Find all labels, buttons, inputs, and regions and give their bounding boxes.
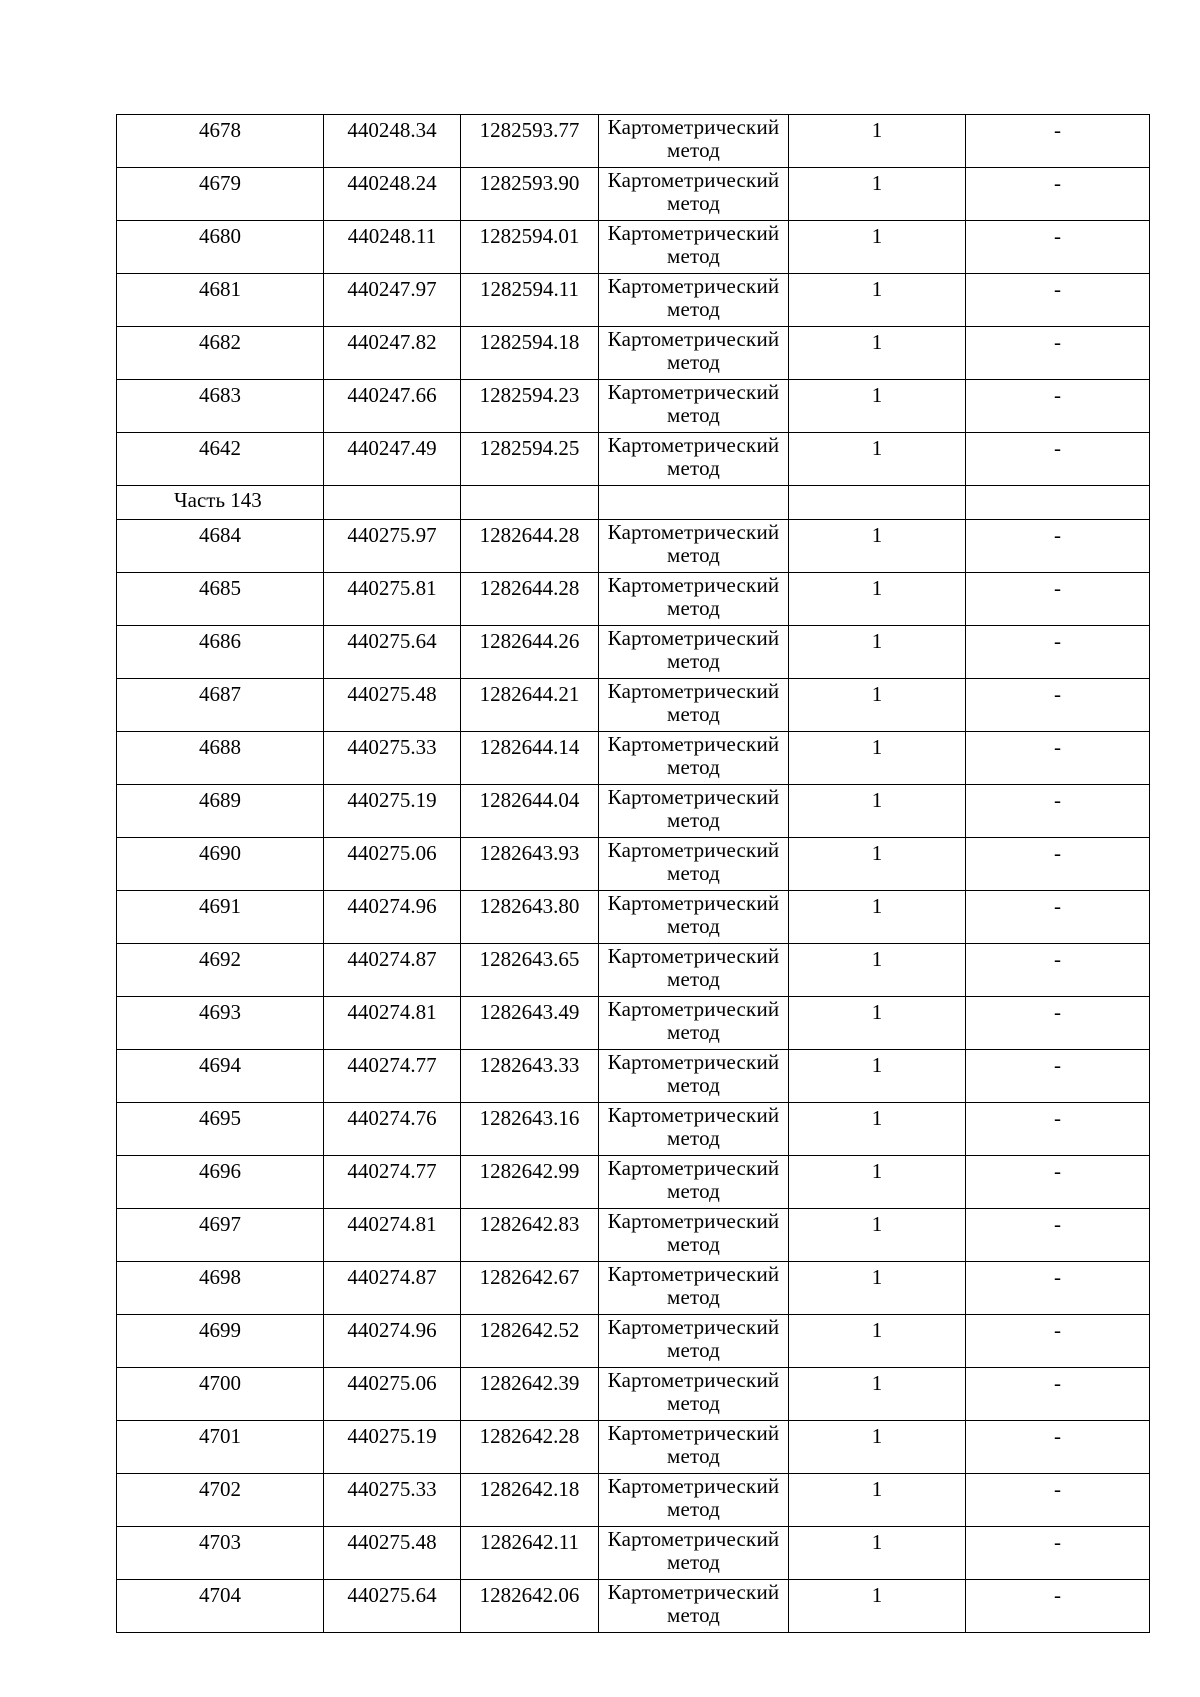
description-cell: -	[966, 1103, 1150, 1156]
point-number-cell: 4690	[117, 838, 324, 891]
x-coordinate-cell: 440247.66	[324, 380, 461, 433]
table-row	[117, 380, 1150, 433]
y-coordinate-cell: 1282644.14	[461, 732, 599, 785]
table-row	[117, 1156, 1150, 1209]
point-number-cell: 4701	[117, 1421, 324, 1474]
table-row	[117, 997, 1150, 1050]
method-cell	[599, 785, 789, 838]
point-number-cell: 4696	[117, 1156, 324, 1209]
table-row	[117, 732, 1150, 785]
method-line-1: Картометрический	[607, 433, 780, 457]
accuracy-cell: 1	[789, 1262, 966, 1315]
x-coordinate-cell: 440275.64	[324, 626, 461, 679]
description-cell: -	[966, 838, 1150, 891]
empty-cell	[324, 486, 461, 520]
accuracy-cell: 1	[789, 168, 966, 221]
method-line-2: метод	[666, 861, 721, 885]
y-coordinate-cell: 1282643.33	[461, 1050, 599, 1103]
section-header-row	[117, 486, 1150, 520]
table-row	[117, 1474, 1150, 1527]
x-coordinate-cell: 440248.11	[324, 221, 461, 274]
method-cell	[599, 944, 789, 997]
accuracy-cell: 1	[789, 679, 966, 732]
table-row	[117, 274, 1150, 327]
y-coordinate-cell: 1282594.18	[461, 327, 599, 380]
method-line-2: метод	[666, 1232, 721, 1256]
description-cell: -	[966, 274, 1150, 327]
method-line-1: Картометрический	[607, 1421, 780, 1445]
method-line-1: Картометрический	[607, 1050, 780, 1074]
description-cell: -	[966, 1209, 1150, 1262]
point-number-cell: 4698	[117, 1262, 324, 1315]
point-number-cell: 4689	[117, 785, 324, 838]
point-number-cell: 4702	[117, 1474, 324, 1527]
description-cell: -	[966, 327, 1150, 380]
accuracy-cell: 1	[789, 1368, 966, 1421]
table-row	[117, 1421, 1150, 1474]
y-coordinate-cell: 1282594.01	[461, 221, 599, 274]
method-line-2: метод	[666, 1285, 721, 1309]
y-coordinate-cell: 1282642.83	[461, 1209, 599, 1262]
accuracy-cell: 1	[789, 1156, 966, 1209]
x-coordinate-cell: 440275.06	[324, 838, 461, 891]
accuracy-cell: 1	[789, 785, 966, 838]
description-cell: -	[966, 1527, 1150, 1580]
x-coordinate-cell: 440274.77	[324, 1050, 461, 1103]
method-line-2: метод	[666, 1073, 721, 1097]
method-cell	[599, 573, 789, 626]
method-line-2: метод	[666, 456, 721, 480]
method-line-1: Картометрический	[607, 1315, 780, 1339]
x-coordinate-cell: 440275.48	[324, 679, 461, 732]
point-number-cell: 4699	[117, 1315, 324, 1368]
method-line-2: метод	[666, 297, 721, 321]
method-cell	[599, 1315, 789, 1368]
table-row	[117, 944, 1150, 997]
x-coordinate-cell: 440274.87	[324, 1262, 461, 1315]
method-line-2: метод	[666, 543, 721, 567]
method-line-1: Картометрический	[607, 1156, 780, 1180]
method-line-2: метод	[666, 1391, 721, 1415]
method-cell	[599, 221, 789, 274]
method-line-1: Картометрический	[607, 997, 780, 1021]
method-line-1: Картометрический	[607, 1368, 780, 1392]
y-coordinate-cell: 1282643.65	[461, 944, 599, 997]
table-row	[117, 1262, 1150, 1315]
accuracy-cell: 1	[789, 433, 966, 486]
y-coordinate-cell: 1282642.52	[461, 1315, 599, 1368]
table-row	[117, 433, 1150, 486]
x-coordinate-cell: 440274.76	[324, 1103, 461, 1156]
accuracy-cell: 1	[789, 1527, 966, 1580]
description-cell: -	[966, 1315, 1150, 1368]
method-line-2: метод	[666, 596, 721, 620]
y-coordinate-cell: 1282594.25	[461, 433, 599, 486]
description-cell: -	[966, 1050, 1150, 1103]
table-row	[117, 626, 1150, 679]
description-cell: -	[966, 626, 1150, 679]
method-line-1: Картометрический	[607, 891, 780, 915]
point-number-cell: 4697	[117, 1209, 324, 1262]
method-line-1: Картометрический	[607, 732, 780, 756]
table-row	[117, 1103, 1150, 1156]
table-row	[117, 1315, 1150, 1368]
accuracy-cell: 1	[789, 1580, 966, 1633]
method-line-1: Картометрический	[607, 626, 780, 650]
method-cell	[599, 1103, 789, 1156]
table-row	[117, 168, 1150, 221]
method-cell	[599, 1156, 789, 1209]
x-coordinate-cell: 440248.24	[324, 168, 461, 221]
x-coordinate-cell: 440275.19	[324, 1421, 461, 1474]
table-row	[117, 1580, 1150, 1633]
point-number-cell: 4703	[117, 1527, 324, 1580]
point-number-cell: 4693	[117, 997, 324, 1050]
y-coordinate-cell: 1282643.16	[461, 1103, 599, 1156]
description-cell: -	[966, 573, 1150, 626]
table-row	[117, 573, 1150, 626]
point-number-cell: 4704	[117, 1580, 324, 1633]
y-coordinate-cell: 1282642.28	[461, 1421, 599, 1474]
method-line-2: метод	[666, 1550, 721, 1574]
accuracy-cell: 1	[789, 1474, 966, 1527]
point-number-cell: 4688	[117, 732, 324, 785]
x-coordinate-cell: 440274.81	[324, 997, 461, 1050]
x-coordinate-cell: 440275.33	[324, 732, 461, 785]
description-cell: -	[966, 1368, 1150, 1421]
point-number-cell: 4682	[117, 327, 324, 380]
x-coordinate-cell: 440274.81	[324, 1209, 461, 1262]
x-coordinate-cell: 440274.77	[324, 1156, 461, 1209]
x-coordinate-cell: 440275.33	[324, 1474, 461, 1527]
table-row	[117, 1368, 1150, 1421]
method-line-1: Картометрический	[607, 838, 780, 862]
method-cell	[599, 274, 789, 327]
accuracy-cell: 1	[789, 944, 966, 997]
method-line-1: Картометрический	[607, 1103, 780, 1127]
accuracy-cell: 1	[789, 1315, 966, 1368]
method-line-2: метод	[666, 1020, 721, 1044]
point-number-cell: 4685	[117, 573, 324, 626]
method-line-1: Картометрический	[607, 221, 780, 245]
method-line-2: метод	[666, 1497, 721, 1521]
point-number-cell: 4691	[117, 891, 324, 944]
method-line-1: Картометрический	[607, 1474, 780, 1498]
method-line-2: метод	[666, 244, 721, 268]
coordinates-table	[116, 114, 1150, 1633]
point-number-cell: 4694	[117, 1050, 324, 1103]
description-cell: -	[966, 785, 1150, 838]
method-line-1: Картометрический	[607, 115, 780, 139]
method-cell	[599, 1050, 789, 1103]
method-line-2: метод	[666, 1338, 721, 1362]
accuracy-cell: 1	[789, 732, 966, 785]
x-coordinate-cell: 440275.19	[324, 785, 461, 838]
method-line-2: метод	[666, 1444, 721, 1468]
section-label: Часть 143	[117, 486, 324, 520]
method-line-1: Картометрический	[607, 168, 780, 192]
method-line-1: Картометрический	[607, 1527, 780, 1551]
table-row	[117, 1209, 1150, 1262]
description-cell: -	[966, 380, 1150, 433]
x-coordinate-cell: 440247.97	[324, 274, 461, 327]
method-line-1: Картометрический	[607, 1262, 780, 1286]
y-coordinate-cell: 1282644.21	[461, 679, 599, 732]
description-cell: -	[966, 1580, 1150, 1633]
empty-cell	[966, 486, 1150, 520]
empty-cell	[461, 486, 599, 520]
method-cell	[599, 1474, 789, 1527]
point-number-cell: 4687	[117, 679, 324, 732]
method-cell	[599, 1421, 789, 1474]
description-cell: -	[966, 1262, 1150, 1315]
y-coordinate-cell: 1282642.11	[461, 1527, 599, 1580]
point-number-cell: 4678	[117, 115, 324, 168]
description-cell: -	[966, 1474, 1150, 1527]
accuracy-cell: 1	[789, 274, 966, 327]
method-line-1: Картометрический	[607, 327, 780, 351]
x-coordinate-cell: 440274.87	[324, 944, 461, 997]
method-cell	[599, 1580, 789, 1633]
method-line-2: метод	[666, 138, 721, 162]
method-cell	[599, 626, 789, 679]
y-coordinate-cell: 1282643.49	[461, 997, 599, 1050]
description-cell: -	[966, 221, 1150, 274]
point-number-cell: 4680	[117, 221, 324, 274]
method-line-2: метод	[666, 808, 721, 832]
description-cell: -	[966, 520, 1150, 573]
y-coordinate-cell: 1282594.23	[461, 380, 599, 433]
y-coordinate-cell: 1282644.28	[461, 573, 599, 626]
x-coordinate-cell: 440274.96	[324, 891, 461, 944]
x-coordinate-cell: 440275.97	[324, 520, 461, 573]
table-row	[117, 115, 1150, 168]
method-cell	[599, 115, 789, 168]
x-coordinate-cell: 440274.96	[324, 1315, 461, 1368]
method-cell	[599, 433, 789, 486]
method-line-1: Картометрический	[607, 520, 780, 544]
method-line-2: метод	[666, 1603, 721, 1627]
x-coordinate-cell: 440247.82	[324, 327, 461, 380]
method-line-2: метод	[666, 914, 721, 938]
method-line-2: метод	[666, 350, 721, 374]
table-row	[117, 838, 1150, 891]
table-row	[117, 679, 1150, 732]
description-cell: -	[966, 1421, 1150, 1474]
description-cell: -	[966, 168, 1150, 221]
y-coordinate-cell: 1282594.11	[461, 274, 599, 327]
method-line-2: метод	[666, 755, 721, 779]
x-coordinate-cell: 440275.64	[324, 1580, 461, 1633]
table-row	[117, 327, 1150, 380]
accuracy-cell: 1	[789, 891, 966, 944]
method-line-2: метод	[666, 967, 721, 991]
description-cell: -	[966, 891, 1150, 944]
method-cell	[599, 327, 789, 380]
description-cell: -	[966, 433, 1150, 486]
method-cell	[599, 1209, 789, 1262]
y-coordinate-cell: 1282643.93	[461, 838, 599, 891]
accuracy-cell: 1	[789, 1209, 966, 1262]
x-coordinate-cell: 440247.49	[324, 433, 461, 486]
x-coordinate-cell: 440248.34	[324, 115, 461, 168]
point-number-cell: 4684	[117, 520, 324, 573]
table-row	[117, 891, 1150, 944]
method-line-1: Картометрический	[607, 380, 780, 404]
y-coordinate-cell: 1282644.28	[461, 520, 599, 573]
accuracy-cell: 1	[789, 573, 966, 626]
description-cell: -	[966, 679, 1150, 732]
point-number-cell: 4683	[117, 380, 324, 433]
y-coordinate-cell: 1282593.77	[461, 115, 599, 168]
y-coordinate-cell: 1282642.18	[461, 1474, 599, 1527]
method-cell	[599, 1368, 789, 1421]
accuracy-cell: 1	[789, 838, 966, 891]
y-coordinate-cell: 1282593.90	[461, 168, 599, 221]
y-coordinate-cell: 1282642.06	[461, 1580, 599, 1633]
y-coordinate-cell: 1282642.67	[461, 1262, 599, 1315]
description-cell: -	[966, 732, 1150, 785]
method-cell	[599, 732, 789, 785]
description-cell: -	[966, 1156, 1150, 1209]
method-line-1: Картометрический	[607, 944, 780, 968]
method-cell	[599, 679, 789, 732]
accuracy-cell: 1	[789, 520, 966, 573]
method-line-1: Картометрический	[607, 1209, 780, 1233]
method-cell	[599, 1527, 789, 1580]
table-row	[117, 520, 1150, 573]
point-number-cell: 4642	[117, 433, 324, 486]
table-row	[117, 1050, 1150, 1103]
method-line-2: метод	[666, 1126, 721, 1150]
method-line-1: Картометрический	[607, 274, 780, 298]
y-coordinate-cell: 1282644.26	[461, 626, 599, 679]
table-row	[117, 785, 1150, 838]
point-number-cell: 4679	[117, 168, 324, 221]
accuracy-cell: 1	[789, 327, 966, 380]
accuracy-cell: 1	[789, 380, 966, 433]
description-cell: -	[966, 944, 1150, 997]
method-line-1: Картометрический	[607, 1580, 780, 1604]
method-line-1: Картометрический	[607, 785, 780, 809]
table-row	[117, 221, 1150, 274]
method-line-2: метод	[666, 649, 721, 673]
method-line-1: Картометрический	[607, 573, 780, 597]
method-cell	[599, 168, 789, 221]
y-coordinate-cell: 1282644.04	[461, 785, 599, 838]
y-coordinate-cell: 1282642.39	[461, 1368, 599, 1421]
accuracy-cell: 1	[789, 115, 966, 168]
coordinates-table-body	[117, 115, 1150, 1633]
y-coordinate-cell: 1282642.99	[461, 1156, 599, 1209]
description-cell: -	[966, 115, 1150, 168]
accuracy-cell: 1	[789, 1050, 966, 1103]
empty-cell	[599, 486, 789, 520]
point-number-cell: 4692	[117, 944, 324, 997]
method-line-2: метод	[666, 191, 721, 215]
method-cell	[599, 838, 789, 891]
point-number-cell: 4695	[117, 1103, 324, 1156]
method-cell	[599, 997, 789, 1050]
method-line-2: метод	[666, 1179, 721, 1203]
method-line-2: метод	[666, 702, 721, 726]
table-row	[117, 1527, 1150, 1580]
x-coordinate-cell: 440275.48	[324, 1527, 461, 1580]
point-number-cell: 4700	[117, 1368, 324, 1421]
y-coordinate-cell: 1282643.80	[461, 891, 599, 944]
x-coordinate-cell: 440275.06	[324, 1368, 461, 1421]
method-cell	[599, 520, 789, 573]
method-line-2: метод	[666, 403, 721, 427]
method-line-1: Картометрический	[607, 679, 780, 703]
accuracy-cell: 1	[789, 997, 966, 1050]
method-cell	[599, 891, 789, 944]
accuracy-cell: 1	[789, 221, 966, 274]
method-cell	[599, 1262, 789, 1315]
point-number-cell: 4681	[117, 274, 324, 327]
x-coordinate-cell: 440275.81	[324, 573, 461, 626]
accuracy-cell: 1	[789, 1103, 966, 1156]
accuracy-cell: 1	[789, 1421, 966, 1474]
method-cell	[599, 380, 789, 433]
point-number-cell: 4686	[117, 626, 324, 679]
accuracy-cell: 1	[789, 626, 966, 679]
description-cell: -	[966, 997, 1150, 1050]
empty-cell	[789, 486, 966, 520]
